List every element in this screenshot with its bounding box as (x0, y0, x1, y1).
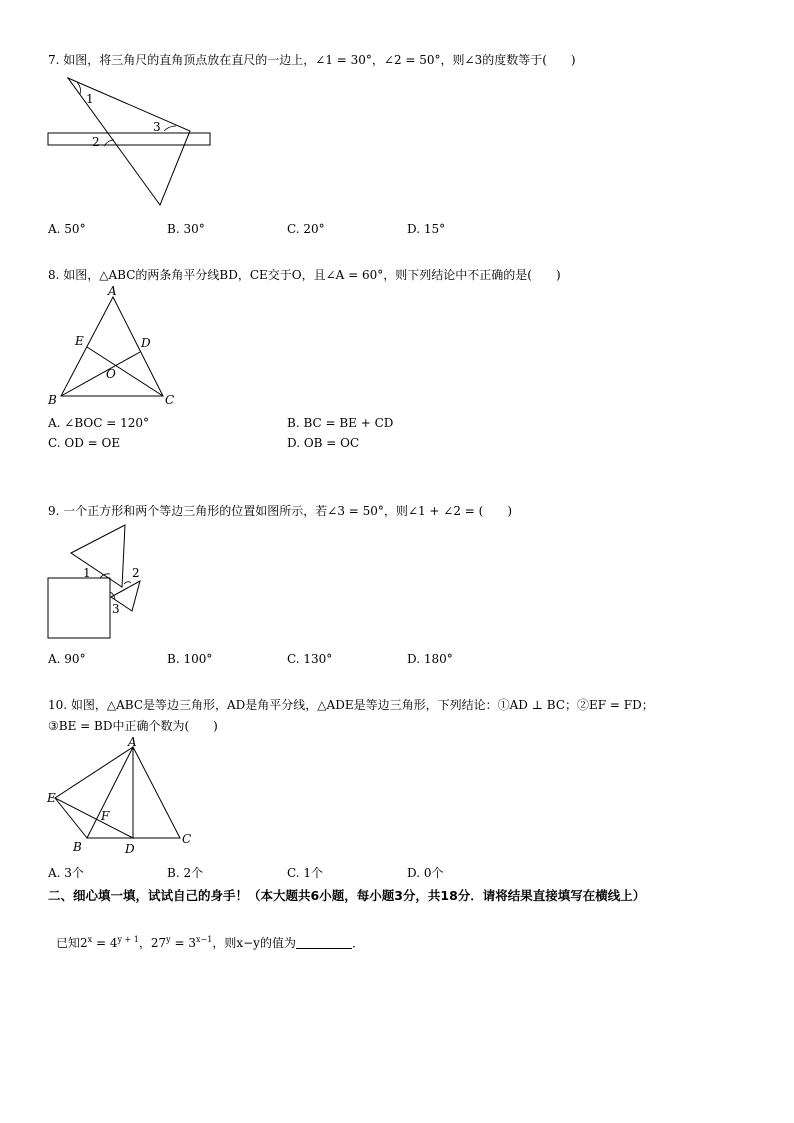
q8-figure (44, 284, 194, 409)
angle-2-label: 2 (92, 135, 100, 149)
vertex-c-label: C (165, 393, 175, 407)
q8-stem: 8. 如图，△ABC的两条角平分线BD，CE交于O，且∠A = 60°，则下列结论中不正确的是( ) (48, 268, 561, 282)
q7-option-d[interactable]: D. 15° (407, 222, 446, 236)
q9-stem: 9. 一个正方形和两个等边三角形的位置如图所示，若∠3 = 50°，则∠1 + ∠2 = ( ) (48, 504, 513, 518)
angle-3-label: 3 (153, 120, 161, 134)
q9-option-d[interactable]: D. 180° (407, 652, 453, 666)
point-o-label: O (106, 367, 116, 381)
q11-exp4: x−1 (196, 935, 213, 944)
angle-1-label: 1 (83, 566, 91, 580)
q11-suffix: ，则x−y的值为 (212, 936, 296, 950)
q11-answer-blank[interactable] (296, 936, 352, 949)
q11-mid1: = 4 (92, 936, 118, 950)
q8-option-d[interactable]: D. OB = OC (287, 436, 360, 450)
q10-figure (44, 735, 204, 860)
point-f-label: F (101, 809, 110, 823)
q10-stem-line2: ③BE = BD中正确个数为( ) (48, 719, 218, 733)
q8-option-c[interactable]: C. OD = OE (48, 436, 121, 450)
bisector-ce (87, 347, 163, 396)
q9-option-a[interactable]: A. 90° (48, 652, 86, 666)
section-2-heading: 二、细心填一填，试试自己的身手！（本大题共6小题，每小题3分，共18分．请将结果直接填写在横线上） (48, 888, 646, 903)
vertex-c-label: C (182, 832, 192, 846)
point-e-label: E (75, 334, 84, 348)
q10-option-b[interactable]: B. 2个 (167, 866, 204, 880)
angle-1-label: 1 (86, 92, 94, 106)
q8-option-a[interactable]: A. ∠BOC = 120° (48, 416, 149, 430)
q10-option-c[interactable]: C. 1个 (287, 866, 324, 880)
vertex-b-label: B (48, 393, 57, 407)
point-e-label: E (47, 791, 56, 805)
angle-2-label: 2 (132, 566, 140, 580)
q11-end: ． (351, 936, 364, 950)
angle-3-label: 3 (112, 602, 120, 616)
segment-eb (55, 798, 87, 838)
q11-exp3: y (166, 935, 171, 944)
vertex-a-label: A (108, 284, 117, 298)
q7-option-a[interactable]: A. 50° (48, 222, 86, 236)
square (48, 578, 110, 638)
q9-option-c[interactable]: C. 130° (287, 652, 333, 666)
q11-mid2: ，27 (138, 936, 167, 950)
point-d-label: D (125, 842, 135, 856)
vertex-b-label: B (73, 840, 82, 854)
q11-exp2: y + 1 (117, 935, 139, 944)
q11-prefix: 已知2 (56, 936, 88, 950)
q7-figure (44, 74, 219, 209)
q7-option-b[interactable]: B. 30° (167, 222, 205, 236)
point-d-label: D (141, 336, 151, 350)
q10-stem-line1: 10. 如图，△ABC是等边三角形，AD是角平分线，△ADE是等边三角形，下列结论：①AD ⊥ BC；②EF = FD； (48, 698, 654, 712)
q11-mid3: = 3 (170, 936, 197, 950)
q9-figure (44, 520, 154, 645)
q11-exp1: x (87, 935, 93, 944)
q10-option-a[interactable]: A. 3个 (48, 866, 84, 880)
q10-option-d[interactable]: D. 0个 (407, 866, 444, 880)
ruler (48, 133, 210, 145)
q7-stem: 7. 如图，将三角尺的直角顶点放在直尺的一边上，∠1 = 30°，∠2 = 50°，则∠3的度数等于( ) (48, 53, 576, 67)
angle-3-arc (164, 126, 176, 131)
angle-2-arc (124, 582, 131, 584)
q7-option-c[interactable]: C. 20° (287, 222, 325, 236)
q11-stem (56, 935, 364, 951)
vertex-a-label: A (128, 735, 137, 749)
q9-option-b[interactable]: B. 100° (167, 652, 213, 666)
q8-option-b[interactable]: B. BC = BE + CD (287, 416, 394, 430)
